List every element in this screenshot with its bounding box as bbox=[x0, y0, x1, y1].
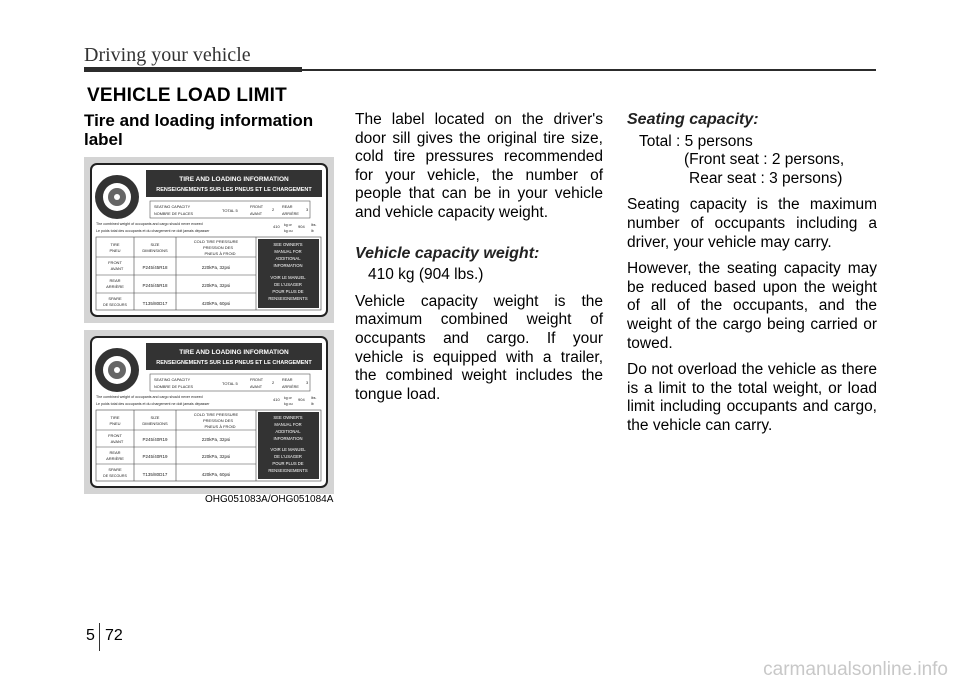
svg-text:3: 3 bbox=[306, 380, 309, 385]
chapter-number: 5 bbox=[86, 627, 95, 644]
seating-capacity-heading: Seating capacity: bbox=[627, 111, 759, 128]
svg-text:TIRE: TIRE bbox=[110, 242, 120, 247]
seating-paragraph-2: However, the seating capacity may be reduced based upon the weight of all of the occupants, and the weight of the cargo being carried or towed. bbox=[627, 260, 877, 352]
svg-text:SEATING CAPACITY: SEATING CAPACITY bbox=[154, 378, 191, 382]
svg-text:904: 904 bbox=[298, 397, 305, 402]
watermark: carmanualsonline.info bbox=[763, 659, 948, 680]
svg-text:FRONT: FRONT bbox=[108, 260, 122, 265]
svg-text:P245/40R19: P245/40R19 bbox=[142, 437, 168, 442]
header-rule-thin bbox=[302, 69, 876, 71]
svg-text:SEE OWNER'S: SEE OWNER'S bbox=[273, 242, 303, 247]
svg-text:SPARE: SPARE bbox=[108, 467, 122, 472]
svg-text:DIMENSIONS: DIMENSIONS bbox=[142, 421, 168, 426]
svg-text:410: 410 bbox=[273, 224, 280, 229]
svg-text:PNEUS À FROID: PNEUS À FROID bbox=[204, 424, 236, 429]
svg-text:COLD TIRE PRESSURE: COLD TIRE PRESSURE bbox=[193, 239, 239, 244]
svg-text:TOTAL 5: TOTAL 5 bbox=[222, 381, 238, 386]
svg-text:SIZE: SIZE bbox=[150, 242, 160, 247]
svg-text:P245/40R19: P245/40R19 bbox=[142, 454, 168, 459]
svg-text:FRONT: FRONT bbox=[250, 378, 264, 382]
svg-text:220kPa, 32psi: 220kPa, 32psi bbox=[201, 437, 231, 442]
svg-text:NOMBRE DE PLACES: NOMBRE DE PLACES bbox=[154, 212, 194, 216]
label-title-fr: RENSEIGNEMENTS SUR LES PNEUS ET LE CHARGEMENT bbox=[156, 360, 312, 366]
svg-text:AVANT: AVANT bbox=[250, 385, 263, 389]
svg-text:kg ou: kg ou bbox=[284, 402, 293, 406]
tire-icon bbox=[95, 348, 139, 392]
right-column bbox=[627, 111, 877, 436]
svg-text:FRONT: FRONT bbox=[108, 433, 122, 438]
svg-text:DE L'USAGER: DE L'USAGER bbox=[274, 454, 302, 459]
svg-text:T135/80D17: T135/80D17 bbox=[142, 301, 168, 306]
svg-text:lb: lb bbox=[311, 402, 314, 406]
svg-text:NOMBRE DE PLACES: NOMBRE DE PLACES bbox=[154, 385, 194, 389]
svg-text:ARRIÈRE: ARRIÈRE bbox=[282, 212, 299, 216]
svg-text:ADDITIONAL: ADDITIONAL bbox=[275, 256, 301, 261]
svg-text:TIRE: TIRE bbox=[110, 415, 120, 420]
page-number: 72 bbox=[105, 627, 123, 644]
svg-text:kg ou: kg ou bbox=[284, 229, 293, 233]
svg-text:DIMENSIONS: DIMENSIONS bbox=[142, 248, 168, 253]
figure-caption: OHG051083A/OHG051084A bbox=[205, 494, 334, 505]
intro-paragraph: The label located on the driver's door sill gives the original tire size, cold tire pressures recommended for your vehicle, the number of people that can be in your vehicle and vehicle capacity weight. bbox=[355, 111, 603, 221]
svg-text:PRESSION DES: PRESSION DES bbox=[202, 418, 234, 423]
svg-text:PNEU: PNEU bbox=[109, 248, 121, 253]
vehicle-capacity-value: 410 kg (904 lbs.) bbox=[368, 266, 484, 284]
svg-text:2: 2 bbox=[272, 207, 275, 212]
svg-text:SEATING CAPACITY: SEATING CAPACITY bbox=[154, 205, 191, 209]
svg-text:ARRIÈRE: ARRIÈRE bbox=[106, 284, 124, 289]
svg-text:DE SECOURS: DE SECOURS bbox=[103, 303, 127, 307]
tire-label-image-2 bbox=[84, 330, 334, 494]
middle-column bbox=[355, 111, 603, 404]
svg-text:Le poids total des occupants e: Le poids total des occupants et du chargement ne doit jamais dépasser bbox=[96, 402, 210, 406]
svg-text:FRONT: FRONT bbox=[250, 205, 264, 209]
vehicle-capacity-heading: Vehicle capacity weight: bbox=[355, 244, 540, 262]
svg-text:AVANT: AVANT bbox=[250, 212, 263, 216]
svg-text:kg or: kg or bbox=[284, 396, 292, 400]
svg-text:POUR PLUS DE: POUR PLUS DE bbox=[272, 289, 304, 294]
svg-text:420kPa, 60psi: 420kPa, 60psi bbox=[201, 301, 231, 306]
svg-text:TOTAL 5: TOTAL 5 bbox=[222, 208, 238, 213]
seating-paragraph-1: Seating capacity is the maximum number of occupants including a driver, your vehicle may carry. bbox=[627, 196, 877, 251]
section-title: VEHICLE LOAD LIMIT bbox=[87, 85, 287, 106]
svg-text:PRESSION DES: PRESSION DES bbox=[202, 245, 234, 250]
footer-divider bbox=[99, 623, 100, 651]
svg-text:Le poids total des occupants e: Le poids total des occupants et du chargement ne doit jamais dépasser bbox=[96, 229, 210, 233]
svg-text:REAR: REAR bbox=[282, 205, 293, 209]
svg-text:DE L'USAGER: DE L'USAGER bbox=[274, 282, 302, 287]
svg-text:3: 3 bbox=[306, 207, 309, 212]
seating-rear: Rear seat : 3 persons) bbox=[689, 169, 843, 187]
svg-text:ARRIÈRE: ARRIÈRE bbox=[282, 385, 299, 389]
svg-text:RENSEIGNEMENTS: RENSEIGNEMENTS bbox=[268, 296, 308, 301]
svg-text:P245/45R18: P245/45R18 bbox=[142, 283, 168, 288]
svg-text:MANUAL FOR: MANUAL FOR bbox=[274, 249, 302, 254]
vehicle-capacity-body: Vehicle capacity weight is the maximum combined weight of occupants and cargo. If your vehicle is equipped with a trailer, the combined weight includes the tongue load. bbox=[355, 292, 603, 403]
header-rule-thick bbox=[84, 67, 302, 72]
svg-text:The combined weight of occupan: The combined weight of occupants and cargo should never exceed bbox=[96, 222, 203, 226]
seating-front: (Front seat : 2 persons, bbox=[684, 151, 845, 169]
svg-text:PNEU: PNEU bbox=[109, 421, 121, 426]
svg-text:REAR: REAR bbox=[109, 278, 121, 283]
svg-text:410: 410 bbox=[273, 397, 280, 402]
svg-text:REAR: REAR bbox=[109, 450, 121, 455]
label-title-en: TIRE AND LOADING INFORMATION bbox=[179, 176, 289, 183]
svg-text:MANUAL FOR: MANUAL FOR bbox=[274, 422, 302, 427]
svg-text:AVANT: AVANT bbox=[110, 439, 124, 444]
svg-text:kg or: kg or bbox=[284, 223, 292, 227]
svg-text:REAR: REAR bbox=[282, 378, 293, 382]
svg-text:SIZE: SIZE bbox=[150, 415, 160, 420]
svg-text:DE SECOURS: DE SECOURS bbox=[103, 474, 127, 478]
tire-icon bbox=[95, 175, 139, 219]
svg-text:COLD TIRE PRESSURE: COLD TIRE PRESSURE bbox=[193, 412, 239, 417]
svg-text:2: 2 bbox=[272, 380, 275, 385]
svg-text:lbs.: lbs. bbox=[311, 223, 317, 227]
svg-text:POUR PLUS DE: POUR PLUS DE bbox=[272, 461, 304, 466]
svg-text:INFORMATION: INFORMATION bbox=[273, 263, 303, 268]
tire-label-image-1 bbox=[84, 157, 334, 323]
svg-text:PNEUS À FROID: PNEUS À FROID bbox=[204, 251, 236, 256]
svg-text:AVANT: AVANT bbox=[110, 266, 124, 271]
svg-text:SPARE: SPARE bbox=[108, 296, 122, 301]
svg-text:T135/80D17: T135/80D17 bbox=[142, 472, 168, 477]
seating-total: Total : 5 persons bbox=[639, 132, 753, 150]
svg-text:lb: lb bbox=[311, 229, 314, 233]
svg-text:VOIR LE MANUEL: VOIR LE MANUEL bbox=[270, 447, 306, 452]
svg-text:220kPa, 32psi: 220kPa, 32psi bbox=[201, 454, 231, 459]
svg-text:220kPa, 32psi: 220kPa, 32psi bbox=[201, 265, 231, 270]
svg-text:RENSEIGNEMENTS: RENSEIGNEMENTS bbox=[268, 468, 308, 473]
label-title-fr: RENSEIGNEMENTS SUR LES PNEUS ET LE CHARGEMENT bbox=[156, 187, 312, 193]
svg-text:904: 904 bbox=[298, 224, 305, 229]
svg-text:220kPa, 32psi: 220kPa, 32psi bbox=[201, 283, 231, 288]
svg-text:ARRIÈRE: ARRIÈRE bbox=[106, 456, 124, 461]
seating-paragraph-3: Do not overload the vehicle as there is a limit to the total weight, or load limit including occupants and cargo, the vehicle can carry. bbox=[627, 361, 877, 434]
svg-text:The combined weight of occupan: The combined weight of occupants and cargo should never exceed bbox=[96, 395, 203, 399]
svg-text:420kPa, 60psi: 420kPa, 60psi bbox=[201, 472, 231, 477]
svg-text:VOIR LE MANUEL: VOIR LE MANUEL bbox=[270, 275, 306, 280]
svg-text:SEE OWNER'S: SEE OWNER'S bbox=[273, 415, 303, 420]
subheading: Tire and loading information label bbox=[84, 111, 314, 149]
svg-text:lbs.: lbs. bbox=[311, 396, 317, 400]
svg-text:INFORMATION: INFORMATION bbox=[273, 436, 303, 441]
svg-text:ADDITIONAL: ADDITIONAL bbox=[275, 429, 301, 434]
label-title-en: TIRE AND LOADING INFORMATION bbox=[179, 349, 289, 356]
svg-text:P245/45R18: P245/45R18 bbox=[142, 265, 168, 270]
running-header: Driving your vehicle bbox=[84, 44, 251, 66]
